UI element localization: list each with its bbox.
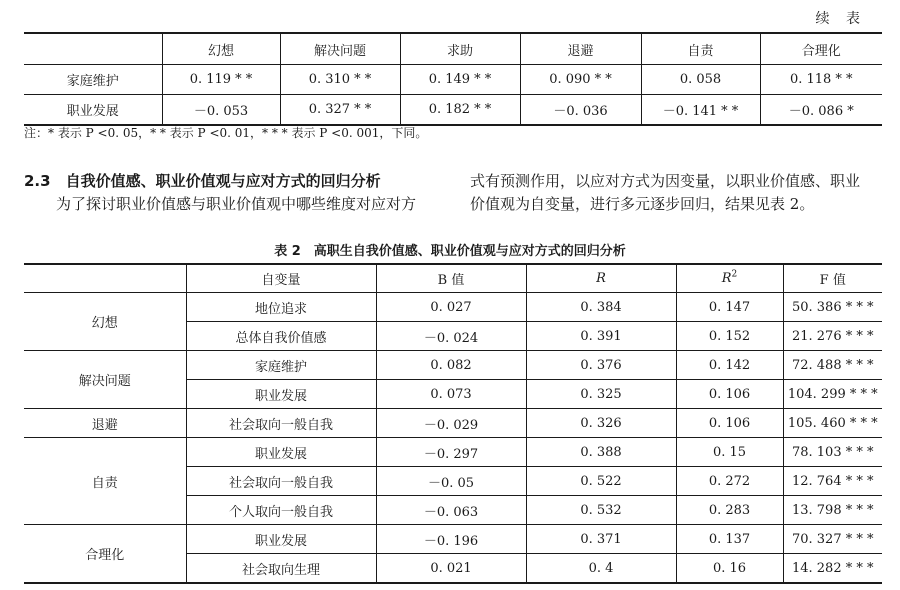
table-cell: －0. 086 *	[760, 95, 882, 126]
table2-header-f: F 值	[783, 264, 882, 293]
table-2-regression	[24, 263, 882, 584]
section-heading: 2.3 自我价值感、职业价值观与应对方式的回归分析	[24, 172, 381, 190]
table-cell: －0. 053	[162, 95, 280, 126]
r2-cell: 0. 283	[676, 496, 783, 525]
table-row	[24, 293, 882, 322]
table-cell: －0. 036	[520, 95, 641, 126]
table2-header-r: R	[526, 264, 676, 293]
variable-cell: 家庭维护	[186, 351, 376, 380]
r2-cell: 0. 152	[676, 322, 783, 351]
table2-header-b: B 值	[376, 264, 526, 293]
f-cell: 50. 386 * * *	[783, 293, 882, 322]
r-cell: 0. 371	[526, 525, 676, 554]
variable-cell: 职业发展	[186, 438, 376, 467]
r2-superscript: 2	[731, 269, 738, 280]
row-label: 职业发展	[66, 104, 119, 119]
table-cell: 0. 182 * *	[400, 95, 520, 126]
table-cell: －0. 141 * *	[641, 95, 760, 126]
variable-cell: 社会取向一般自我	[186, 467, 376, 496]
variable-cell: 职业发展	[186, 380, 376, 409]
group-label: 退避	[24, 409, 186, 438]
f-cell: 12. 764 * * *	[783, 467, 882, 496]
table2-header-row	[24, 264, 882, 293]
table-row	[24, 351, 882, 380]
b-cell: －0. 029	[376, 409, 526, 438]
table-cell: 0. 118 * *	[760, 65, 882, 95]
paragraph-right-line: 式有预测作用，以应对方式为因变量，以职业价值感、职业	[470, 172, 861, 190]
table1-header-cell: 幻想	[162, 33, 280, 65]
variable-cell: 地位追求	[186, 293, 376, 322]
variable-cell: 个人取向一般自我	[186, 496, 376, 525]
b-cell: 0. 021	[376, 554, 526, 584]
group-label: 合理化	[24, 525, 186, 584]
table-1-continued	[24, 32, 882, 126]
table2-header-cell: 自变量	[186, 264, 376, 293]
b-cell: －0. 297	[376, 438, 526, 467]
f-cell: 72. 488 * * *	[783, 351, 882, 380]
variable-cell: 社会取向生理	[186, 554, 376, 584]
r-cell: 0. 326	[526, 409, 676, 438]
table-cell: 0. 119 * *	[162, 65, 280, 95]
table-cell: 0. 058	[641, 65, 760, 95]
f-cell: 70. 327 * * *	[783, 525, 882, 554]
b-cell: －0. 024	[376, 322, 526, 351]
table-row	[24, 438, 882, 467]
continued-label: 续 表	[815, 11, 866, 27]
table-row	[24, 65, 882, 95]
r-cell: 0. 384	[526, 293, 676, 322]
table1-header-cell: 自责	[641, 33, 760, 65]
table-note: 注：* 表示 P <0. 05，* * 表示 P <0. 01，* * * 表示 P <0. 001，下同。	[24, 126, 428, 140]
b-cell: －0. 063	[376, 496, 526, 525]
table-cell: 0. 090 * *	[520, 65, 641, 95]
r2-cell: 0. 16	[676, 554, 783, 584]
group-label: 幻想	[24, 293, 186, 351]
f-cell: 14. 282 * * *	[783, 554, 882, 584]
table-row	[24, 525, 882, 554]
group-label: 自责	[24, 438, 186, 525]
f-cell: 105. 460 * * *	[783, 409, 882, 438]
f-cell: 21. 276 * * *	[783, 322, 882, 351]
f-cell: 104. 299 * * *	[783, 380, 882, 409]
b-cell: 0. 082	[376, 351, 526, 380]
r2-base: R	[721, 271, 732, 286]
r-cell: 0. 391	[526, 322, 676, 351]
f-cell: 13. 798 * * *	[783, 496, 882, 525]
table-row	[24, 409, 882, 438]
r2-cell: 0. 137	[676, 525, 783, 554]
r2-cell: 0. 106	[676, 409, 783, 438]
table1-header-cell: 合理化	[760, 33, 882, 65]
r-cell: 0. 532	[526, 496, 676, 525]
table-cell: 0. 310 * *	[280, 65, 400, 95]
r2-cell: 0. 142	[676, 351, 783, 380]
r2-cell: 0. 147	[676, 293, 783, 322]
variable-cell: 社会取向一般自我	[186, 409, 376, 438]
f-cell: 78. 103 * * *	[783, 438, 882, 467]
table-cell: 0. 327 * *	[280, 95, 400, 126]
paragraph-left: 为了探讨职业价值感与职业价值观中哪些维度对应对方	[56, 195, 417, 213]
b-cell: 0. 027	[376, 293, 526, 322]
table2-header-r2	[676, 264, 783, 293]
group-label: 解决问题	[24, 351, 186, 409]
r-cell: 0. 376	[526, 351, 676, 380]
table1-header-cell: 退避	[520, 33, 641, 65]
r2-cell: 0. 15	[676, 438, 783, 467]
table1-header-row	[24, 33, 882, 65]
b-cell: 0. 073	[376, 380, 526, 409]
paragraph-right	[470, 170, 890, 216]
row-label: 家庭维护	[24, 65, 162, 95]
variable-cell: 职业发展	[186, 525, 376, 554]
table2-caption: 表 2 高职生自我价值感、职业价值观与应对方式的回归分析	[274, 244, 626, 259]
table-row	[24, 95, 882, 126]
r2-cell: 0. 106	[676, 380, 783, 409]
table1-header-cell: 解决问题	[280, 33, 400, 65]
table1-header-cell	[24, 33, 162, 65]
table2-header-cell	[24, 264, 186, 293]
variable-cell: 总体自我价值感	[186, 322, 376, 351]
b-cell: －0. 196	[376, 525, 526, 554]
table-cell: 0. 149 * *	[400, 65, 520, 95]
b-cell: －0. 05	[376, 467, 526, 496]
r-cell: 0. 325	[526, 380, 676, 409]
r-cell: 0. 4	[526, 554, 676, 584]
r-cell: 0. 388	[526, 438, 676, 467]
r-cell: 0. 522	[526, 467, 676, 496]
table1-header-cell: 求助	[400, 33, 520, 65]
paragraph-right-line: 价值观为自变量，进行多元逐步回归，结果见表 2。	[470, 195, 815, 213]
r2-cell: 0. 272	[676, 467, 783, 496]
